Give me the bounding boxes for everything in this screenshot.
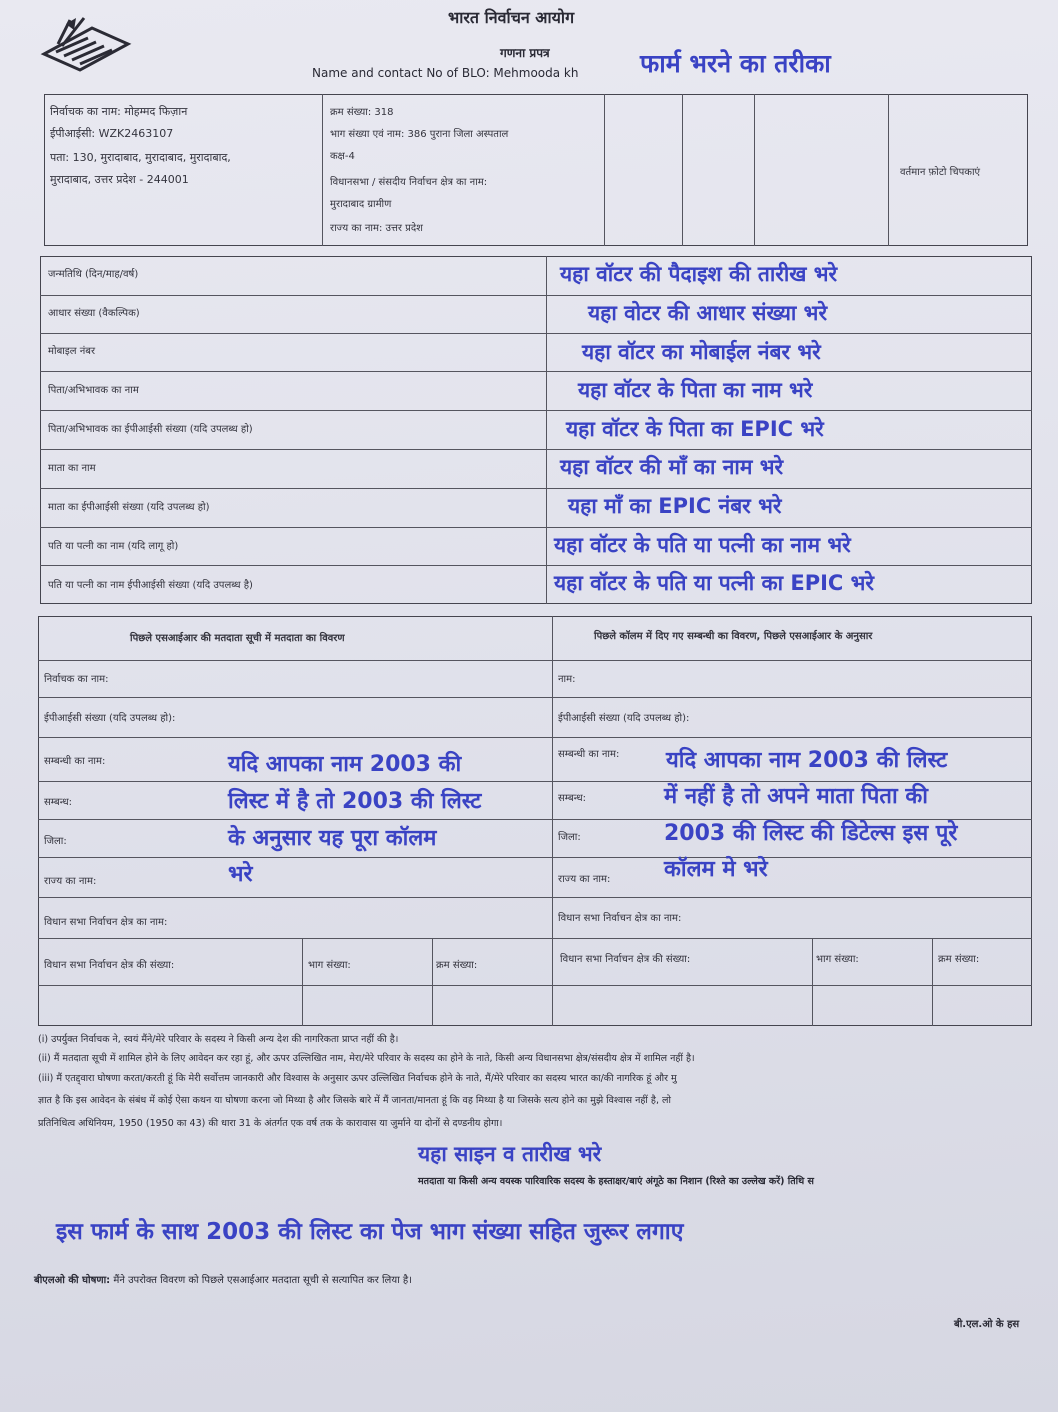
sir-left-serial-number: क्रम संख्या:: [436, 960, 478, 971]
sir-right-state: राज्य का नाम:: [558, 874, 611, 885]
field-label-father-epic: पिता/अभिभावक का ईपीआईसी संख्या (यदि उपलब्ध हो): [48, 424, 253, 435]
hint-aadhaar: यहा वोटर की आधार संख्या भरे: [588, 301, 828, 325]
hw-sign-date: यहा साइन व तारीख भरे: [418, 1142, 602, 1166]
sir-left-epic: ईपीआईसी संख्या (यदि उपलब्ध हो):: [44, 713, 176, 724]
hint-mother-name: यहा वॉटर की माँ का नाम भरे: [560, 455, 784, 479]
field-label-dob: जन्मतिथि (दिन/माह/वर्ष): [48, 269, 139, 280]
hint-spouse-epic: यहा वॉटर के पति या पत्नी का EPIC भरे: [554, 571, 874, 595]
sir-right-relative-name: सम्बन्धी का नाम:: [558, 749, 620, 760]
elector-epic: ईपीआईसी: WZK2463107: [50, 127, 174, 140]
field-label-mobile: मोबाइल नंबर: [48, 346, 96, 357]
hint-dob: यहा वॉटर की पैदाइश की तारीख भरे: [560, 262, 838, 286]
sir-left-state: राज्य का नाम:: [44, 876, 97, 887]
elector-address-line2: मुरादाबाद, उत्तर प्रदेश - 244001: [50, 173, 189, 186]
sir-left-relation: सम्बन्ध:: [44, 797, 73, 808]
field-label-aadhaar: आधार संख्या (वैकल्पिक): [48, 308, 140, 319]
hint-spouse-name: यहा वॉटर के पति या पत्नी का नाम भरे: [554, 533, 851, 557]
declaration-3-cont: ज्ञात है कि इस आवेदन के संबंध में कोई ऐसा कथन या घोषणा करना जो मिथ्या है और जिसके बारे में मैं जानता/मानता हूं कि वह मिथ्या है या जिसके सत्य होने का मुझे विश्वास नहीं है, लो: [38, 1095, 671, 1106]
form-name: गणना प्रपत्र: [500, 46, 550, 60]
sir-left-district: जिला:: [44, 836, 67, 847]
hw-form-title: फार्म भरने का तरीका: [640, 49, 831, 78]
hw-right-line4: कॉलम मे भरे: [664, 857, 768, 882]
hint-mother-epic: यहा माँ का EPIC नंबर भरे: [568, 494, 782, 518]
declaration-2: (ii) मैं मतदाता सूची में शामिल होने के लिए आवेदन कर रहा हूं, और ऊपर उल्लिखित नाम, मेरा/मेरे परिवार के सदस्य का होने के नाते, किसी अन्य विधानसभा क्षेत्र/संसदीय क्षेत्र में शामिल नहीं है।: [38, 1053, 695, 1064]
hw-attach-list-note: इस फार्म के साथ 2003 की लिस्ट का पेज भाग संख्या सहित जुरूर लगाए: [56, 1219, 684, 1245]
hw-left-line4: भरे: [228, 862, 253, 887]
hw-right-line1: यदि आपका नाम 2003 की लिस्ट: [666, 748, 948, 773]
field-label-father-name: पिता/अभिभावक का नाम: [48, 385, 139, 396]
hw-right-line2: में नहीं है तो अपने माता पिता की: [664, 784, 928, 809]
blo-declaration-text: मैंने उपरोक्त विवरण को पिछले एसआईआर मतदाता सूची से सत्यापित कर लिया है।: [113, 1275, 413, 1286]
sir-right-name: नाम:: [558, 674, 576, 685]
serial-number: क्रम संख्या: 318: [330, 107, 394, 118]
sir-left-relative-name: सम्बन्धी का नाम:: [44, 756, 106, 767]
sir-right-assembly-number: विधान सभा निर्वाचन क्षेत्र की संख्या:: [560, 954, 691, 965]
field-label-spouse-epic: पति या पत्नी का नाम ईपीआईसी संख्या (यदि उपलब्ध है): [48, 580, 253, 591]
org-title: भारत निर्वाचन आयोग: [448, 8, 575, 27]
hw-left-line1: यदि आपका नाम 2003 की: [228, 752, 462, 777]
hint-father-epic: यहा वॉटर के पिता का EPIC भरे: [566, 417, 824, 441]
sir-left-assembly-number: विधान सभा निर्वाचन क्षेत्र की संख्या:: [44, 960, 175, 971]
hint-mobile: यहा वॉटर का मोबाईल नंबर भरे: [582, 340, 821, 364]
sir-left-assembly-name: विधान सभा निर्वाचन क्षेत्र का नाम:: [44, 917, 168, 928]
sir-right-assembly-name: विधान सभा निर्वाचन क्षेत्र का नाम:: [558, 913, 682, 924]
part-number-line2: कक्ष-4: [330, 151, 355, 162]
field-label-mother-name: माता का नाम: [48, 463, 96, 474]
elector-address-line1: पता: 130, मुरादाबाद, मुरादाबाद, मुरादाबाद,: [50, 151, 231, 164]
state-name: राज्य का नाम: उत्तर प्रदेश: [330, 223, 423, 234]
field-label-mother-epic: माता का ईपीआईसी संख्या (यदि उपलब्ध हो): [48, 502, 210, 513]
photo-paste-label: वर्तमान फ़ोटो चिपकाएं: [900, 167, 981, 178]
sir-right-epic: ईपीआईसी संख्या (यदि उपलब्ध हो):: [558, 713, 690, 724]
sir-right-relation: सम्बन्ध:: [558, 793, 587, 804]
sir-right-serial-number: क्रम संख्या:: [938, 954, 980, 965]
sir-right-district: जिला:: [558, 832, 581, 843]
field-label-spouse-name: पति या पत्नी का नाम (यदि लागू हो): [48, 541, 179, 552]
blo-declaration-label: बीएलओ की घोषणा:: [34, 1275, 111, 1286]
sir-left-elector-name: निर्वाचक का नाम:: [44, 674, 109, 685]
hint-father-name: यहा वॉटर के पिता का नाम भरे: [578, 378, 813, 402]
sir-left-part-number: भाग संख्या:: [308, 960, 351, 971]
hw-right-line3: 2003 की लिस्ट की डिटेल्स इस पूरे: [664, 821, 958, 846]
sir-right-part-number: भाग संख्या:: [816, 954, 859, 965]
hw-left-line2: लिस्ट में है तो 2003 की लिस्ट: [228, 789, 482, 814]
declaration-1: (i) उपर्युक्त निर्वाचक ने, स्वयं मैंने/मेरे परिवार के सदस्य ने किसी अन्य देश की नागरिकता प्राप्त नहीं की है।: [38, 1034, 399, 1045]
declaration-3: (iii) मैं एतद्द्वारा घोषणा करता/करती हूं कि मेरी सर्वोत्तम जानकारी और विश्वास के अनुसार ऊपर उल्लिखित निर्वाचक होने के नाते, मैं/मेरे परिवार का सदस्य भारत का/की नागरिक हूं और मु: [38, 1073, 677, 1084]
blo-signature-label: बी.एल.ओ के हस: [954, 1319, 1020, 1330]
part-number-line1: भाग संख्या एवं नाम: 386 पुराना जिला अस्पताल: [330, 129, 509, 140]
blo-contact: Name and contact No of BLO: Mehmooda kh: [312, 66, 579, 80]
signature-label: मतदाता या किसी अन्य वयस्क पारिवारिक सदस्य के हस्ताक्षर/बाएं अंगूठे का निशान (रिश्ते का उल्लेख करें) तिथि स: [418, 1176, 814, 1187]
elector-name: निर्वाचक का नाम: मोहम्मद फिज़ान: [50, 105, 188, 118]
sir-left-heading: पिछले एसआईआर की मतदाता सूची में मतदाता का विवरण: [130, 633, 345, 644]
elector-details-box: [44, 94, 1028, 246]
eci-logo-icon: [40, 14, 132, 76]
declaration-3-end: प्रतिनिधित्व अधिनियम, 1950 (1950 का 43) की धारा 31 के अंतर्गत एक वर्ष तक के कारावास या जुर्माने या दोनों से दण्डनीय होगा।: [38, 1118, 503, 1129]
assembly-label: विधानसभा / संसदीय निर्वाचन क्षेत्र का नाम:: [330, 177, 488, 188]
hw-left-line3: के अनुसार यह पूरा कॉलम: [228, 826, 437, 851]
sir-right-heading: पिछले कॉलम में दिए गए सम्बन्धी का विवरण, पिछले एसआईआर के अनुसार: [594, 631, 873, 642]
assembly-value: मुरादाबाद ग्रामीण: [330, 199, 392, 210]
